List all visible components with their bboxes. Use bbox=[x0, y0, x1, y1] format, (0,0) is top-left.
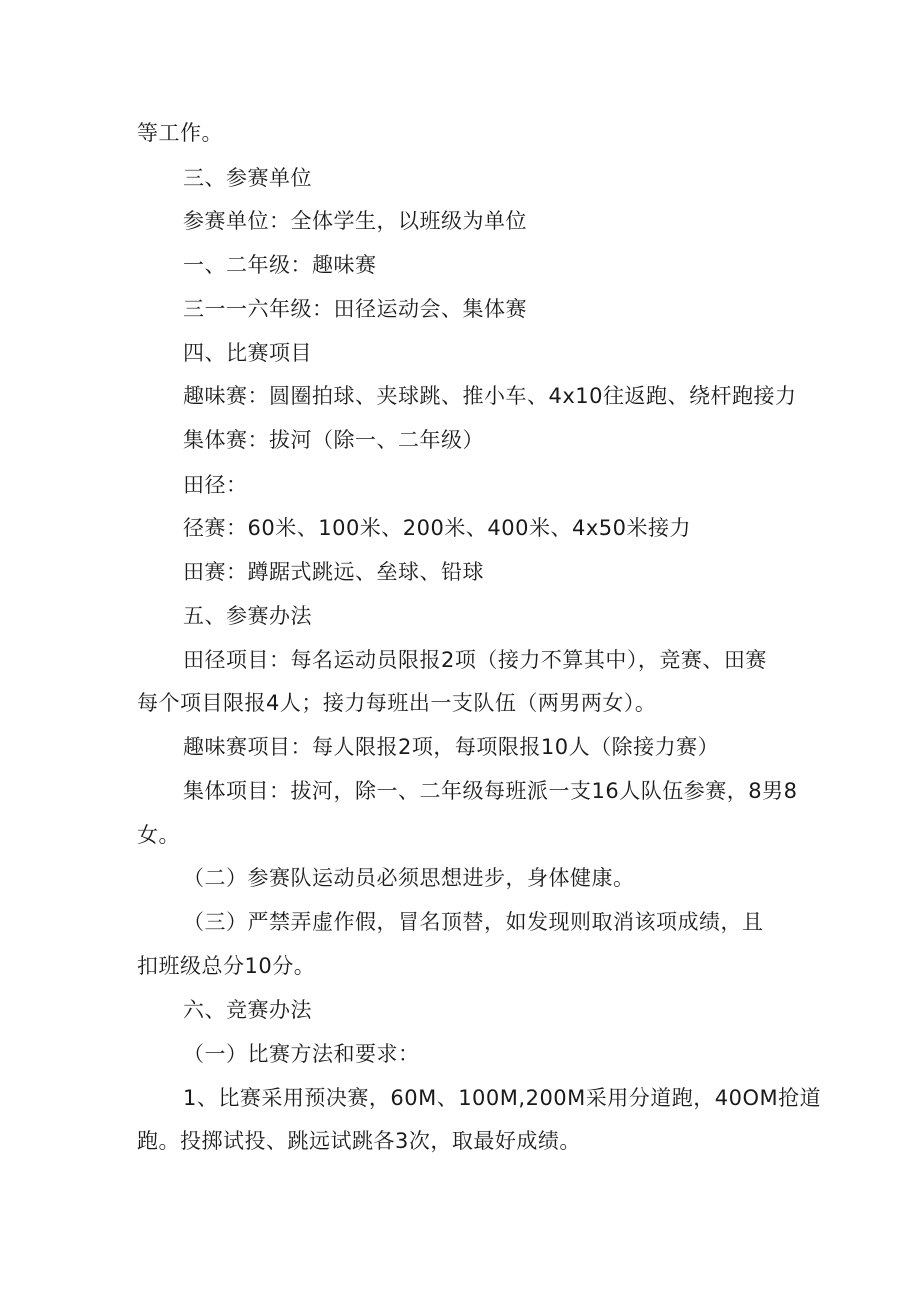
paragraph-line: 参赛单位：全体学生，以班级为单位 bbox=[183, 209, 527, 233]
paragraph-line: 趣味赛项目：每人限报2项，每项限报10人（除接力赛） bbox=[183, 735, 720, 759]
paragraph-line: 田赛：蹲踞式跳远、垒球、铅球 bbox=[183, 560, 484, 584]
paragraph-line: 田径： bbox=[183, 473, 248, 497]
paragraph-line: 三一一六年级：田径运动会、集体赛 bbox=[183, 297, 527, 321]
paragraph-line: 一、二年级：趣味赛 bbox=[183, 253, 377, 277]
paragraph-line: 每个项目限报4人；接力每班出一支队伍（两男两女）。 bbox=[137, 691, 657, 715]
paragraph-line: 径赛：60米、100米、200米、400米、4x50米接力 bbox=[183, 516, 691, 540]
paragraph-line: 趣味赛：圆圈拍球、夹球跳、推小车、4x10往返跑、绕杆跑接力 bbox=[183, 384, 797, 408]
paragraph-line: 集体赛：拔河（除一、二年级） bbox=[183, 428, 484, 452]
paragraph-line: （二）参赛队运动员必须思想进步，身体健康。 bbox=[183, 866, 635, 890]
paragraph-line: 等工作。 bbox=[137, 121, 223, 145]
paragraph-line: 集体项目：拔河，除一、二年级每班派一支16人队伍参赛，8男8 bbox=[183, 779, 798, 803]
section-heading: 三、参赛单位 bbox=[183, 166, 312, 190]
paragraph-line: （一）比赛方法和要求： bbox=[183, 1042, 420, 1066]
paragraph-line: 田径项目：每名运动员限报2项（接力不算其中），竞赛、田赛 bbox=[183, 648, 767, 672]
paragraph-line: （三）严禁弄虚作假，冒名顶替，如发现则取消该项成绩，且 bbox=[183, 910, 764, 934]
paragraph-line: 跑。投掷试投、跳远试跳各3次，取最好成绩。 bbox=[137, 1129, 581, 1153]
paragraph-line: 1、比赛采用预决赛，60M、100M,200M采用分道跑，40OM抢道 bbox=[183, 1086, 822, 1110]
paragraph-line: 扣班级总分10分。 bbox=[137, 954, 316, 978]
section-heading: 六、竞赛办法 bbox=[183, 998, 312, 1022]
section-heading: 四、比赛项目 bbox=[183, 341, 312, 365]
section-heading: 五、参赛办法 bbox=[183, 604, 312, 628]
paragraph-line: 女。 bbox=[137, 823, 180, 847]
